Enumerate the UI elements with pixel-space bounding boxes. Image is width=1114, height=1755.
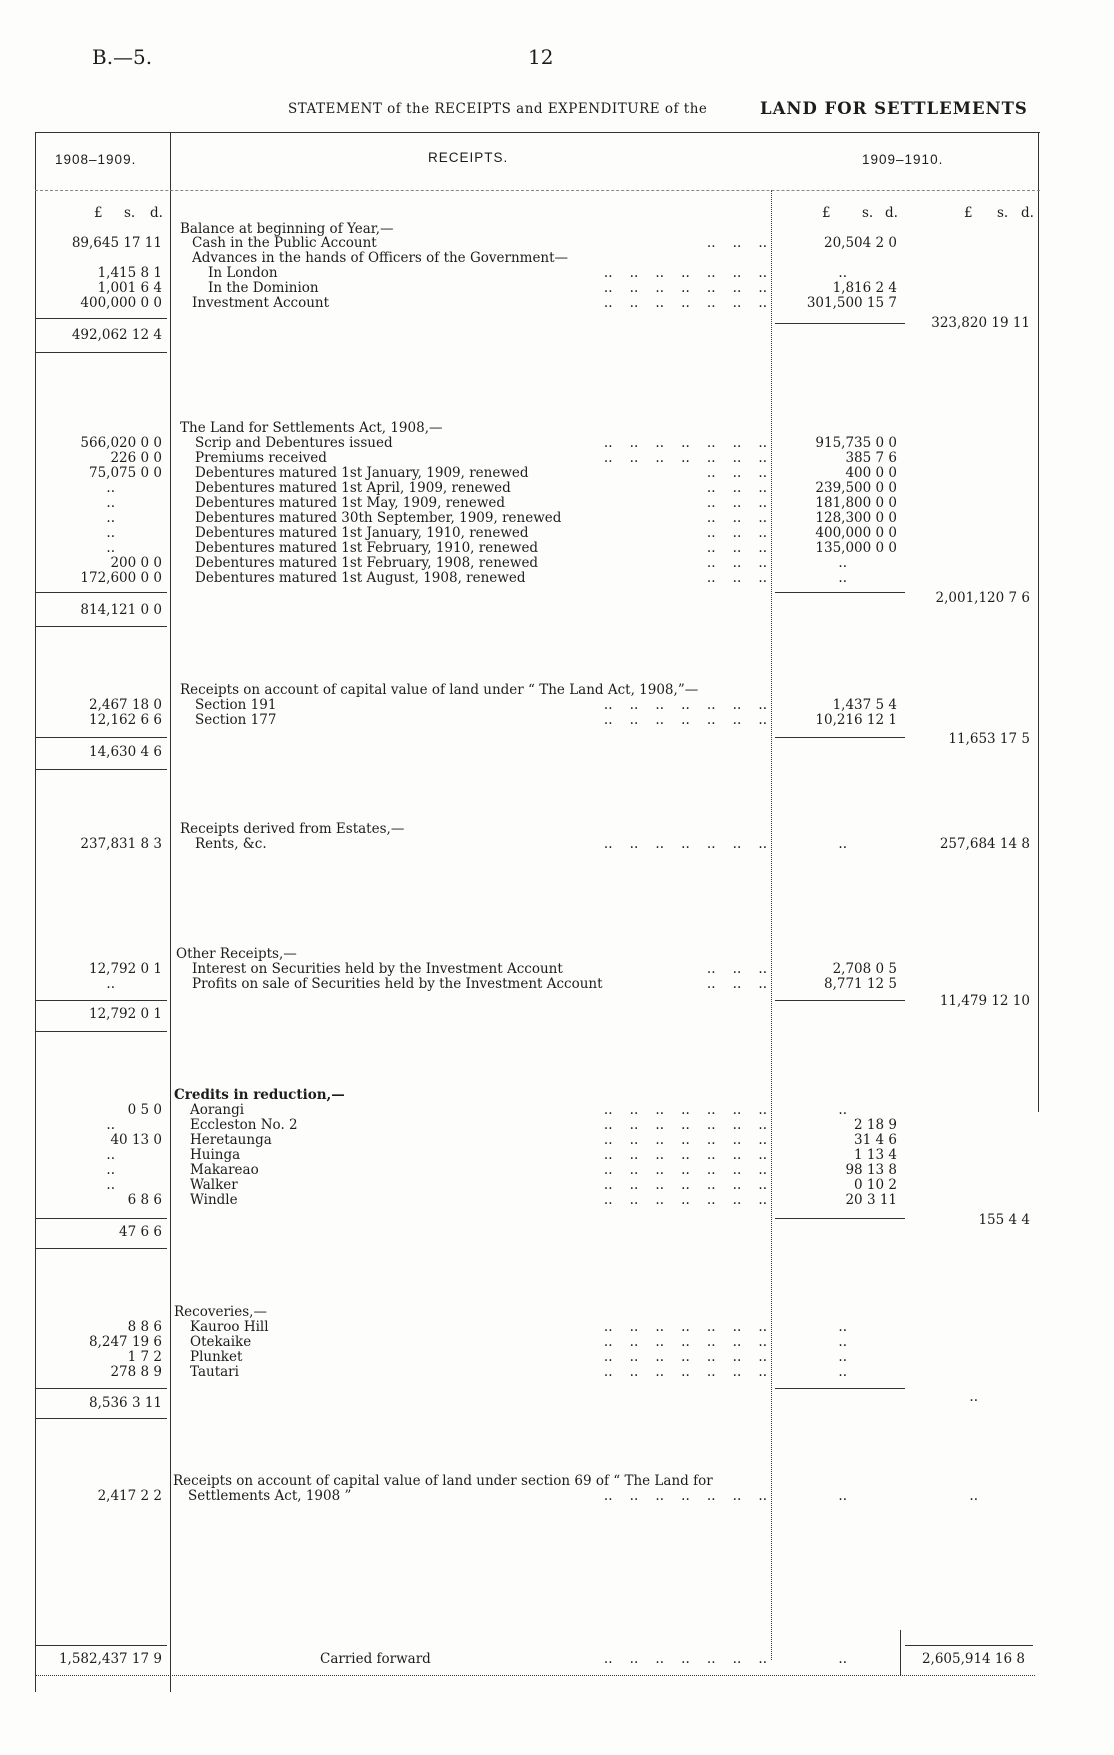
credits-prev: ..: [106, 1162, 115, 1178]
balance-cur: 301,500 15 7: [806, 295, 897, 311]
land-act-prev: 566,020 0 0: [80, 435, 162, 451]
left-shilling-sign: s.: [124, 205, 136, 221]
subtotal-rule: [35, 626, 167, 627]
left-column-divider: [170, 132, 171, 1692]
leader-dots: .. .. .. .. .. .. ..: [603, 295, 767, 311]
recoveries-total: ..: [969, 1389, 978, 1405]
other-prev: 12,792 0 1: [89, 961, 162, 977]
leader-dots: .. .. .. .. .. .. ..: [603, 265, 767, 281]
carried-forward-rule: [35, 1645, 167, 1646]
balance-cur: ..: [838, 265, 847, 281]
subtotal-rule: [35, 769, 167, 770]
other-label: Profits on sale of Securities held by the Investment Account: [192, 976, 603, 992]
balance-prev: 1,001 6 4: [97, 280, 162, 296]
other-cur: 8,771 12 5: [824, 976, 897, 992]
recoveries-label: Kauroo Hill: [190, 1319, 269, 1335]
section69-total: ..: [969, 1488, 978, 1504]
credits-cur: 1 13 4: [854, 1147, 897, 1163]
capital-heading: Receipts on account of capital value of land under “ The Land Act, 1908,”—: [180, 682, 699, 698]
subtotal-rule: [35, 1418, 167, 1419]
leader-dots: .. .. ..: [706, 961, 767, 977]
land-act-label: Debentures matured 1st February, 1910, renewed: [195, 540, 539, 556]
subtotal-rule: [775, 1218, 905, 1219]
recoveries-label: Tautari: [190, 1364, 239, 1380]
header-rule: [35, 190, 1040, 191]
credits-prev: ..: [106, 1117, 115, 1133]
mid-pence-sign: d.: [885, 205, 898, 221]
leader-dots: .. .. ..: [706, 495, 767, 511]
estates-total: 257,684 14 8: [939, 836, 1030, 852]
capital-prev: 12,162 6 6: [89, 712, 162, 728]
recoveries-prev: 278 8 9: [110, 1364, 162, 1380]
page-number: 12: [528, 45, 554, 69]
land-act-cur: 385 7 6: [845, 450, 897, 466]
subtotal-rule: [775, 592, 905, 593]
land-act-cur: 400,000 0 0: [815, 525, 897, 541]
statement-title: STATEMENT of the RECEIPTS and EXPENDITURE of the: [288, 101, 708, 117]
section69-cur: ..: [838, 1488, 847, 1504]
leader-dots: .. .. .. .. .. .. ..: [603, 1132, 767, 1148]
credits-cur: 20 3 11: [845, 1192, 897, 1208]
subtotal-rule: [35, 1388, 167, 1389]
other-prev-total: 12,792 0 1: [89, 1006, 162, 1022]
land-act-label: Debentures matured 1st April, 1909, renewed: [195, 480, 511, 496]
left-border: [35, 132, 36, 1692]
leader-dots: .. .. .. .. .. .. ..: [603, 1147, 767, 1163]
balance-label: In London: [208, 265, 278, 281]
leader-dots: .. .. .. .. .. .. ..: [603, 697, 767, 713]
balance-heading: Balance at beginning of Year,—: [180, 221, 394, 237]
balance-prev: 1,415 8 1: [97, 265, 162, 281]
subtotal-rule: [775, 1000, 905, 1001]
balance-label: In the Dominion: [208, 280, 319, 296]
subtotal-rule: [35, 592, 167, 593]
section69-prev: 2,417 2 2: [97, 1488, 162, 1504]
land-act-cur: 128,300 0 0: [815, 510, 897, 526]
credits-prev: ..: [106, 1147, 115, 1163]
balance-label: Advances in the hands of Officers of the Government—: [192, 250, 569, 266]
leader-dots: .. .. ..: [706, 525, 767, 541]
estates-heading: Receipts derived from Estates,—: [180, 821, 405, 837]
carried-forward-prev: 1,582,437 17 9: [58, 1651, 162, 1667]
land-act-cur: 181,800 0 0: [815, 495, 897, 511]
carried-forward-label: Carried forward: [320, 1651, 431, 1667]
land-act-heading: The Land for Settlements Act, 1908,—: [180, 420, 443, 436]
balance-cur: 1,816 2 4: [832, 280, 897, 296]
mid-shilling-sign: s.: [862, 205, 874, 221]
leader-dots: .. .. .. .. .. .. ..: [603, 712, 767, 728]
credits-cur: 31 4 6: [854, 1132, 897, 1148]
carried-forward-cur: ..: [838, 1651, 847, 1667]
balance-prev: 400,000 0 0: [80, 295, 162, 311]
recoveries-label: Otekaike: [190, 1334, 252, 1350]
capital-cur: 1,437 5 4: [832, 697, 897, 713]
leader-dots: .. .. .. .. .. .. ..: [603, 1334, 767, 1350]
right-border: [1038, 132, 1039, 1112]
carried-forward-total: 2,605,914 16 8: [921, 1651, 1025, 1667]
middle-column-divider: [771, 190, 772, 1660]
credits-prev: 0 5 0: [127, 1102, 162, 1118]
balance-total: 323,820 19 11: [931, 315, 1030, 331]
bottom-rule: [35, 1675, 1035, 1676]
credits-label: Walker: [190, 1177, 238, 1193]
land-act-prev: 200 0 0: [110, 555, 162, 571]
land-act-cur: 400 0 0: [845, 465, 897, 481]
land-act-prev: 172,600 0 0: [80, 570, 162, 586]
land-act-cur: 135,000 0 0: [815, 540, 897, 556]
leader-dots: .. .. .. .. .. .. ..: [603, 1117, 767, 1133]
mid-pound-sign: £: [822, 205, 831, 221]
carried-forward-rule: [905, 1645, 1033, 1646]
land-act-prev: 75,075 0 0: [89, 465, 162, 481]
leader-dots: .. .. .. .. .. .. ..: [603, 1488, 767, 1504]
balance-label: Investment Account: [192, 295, 330, 311]
capital-total: 11,653 17 5: [948, 731, 1030, 747]
credits-label: Windle: [190, 1192, 238, 1208]
estates-cur: ..: [838, 836, 847, 852]
subtotal-rule: [775, 323, 905, 324]
leader-dots: .. .. .. .. .. .. ..: [603, 280, 767, 296]
document-code: B.—5.: [92, 45, 153, 69]
credits-cur: 0 10 2: [854, 1177, 897, 1193]
other-heading: Other Receipts,—: [176, 946, 297, 962]
right-year-header: 1909–1910.: [862, 152, 944, 167]
subtotal-rule: [35, 1248, 167, 1249]
leader-dots: .. .. .. .. .. .. ..: [603, 1162, 767, 1178]
recoveries-cur: ..: [838, 1334, 847, 1350]
credits-prev-total: 47 6 6: [119, 1224, 162, 1240]
subtotal-rule: [775, 1388, 905, 1389]
recoveries-label: Plunket: [190, 1349, 243, 1365]
land-act-prev: ..: [106, 510, 115, 526]
credits-label: Makareao: [190, 1162, 259, 1178]
land-act-label: Debentures matured 1st August, 1908, renewed: [195, 570, 526, 586]
left-year-header: 1908–1909.: [55, 152, 137, 167]
leader-dots: .. .. .. .. .. .. ..: [603, 450, 767, 466]
other-total: 11,479 12 10: [939, 993, 1030, 1009]
subtotal-rule: [35, 318, 167, 319]
leader-dots: .. .. ..: [706, 570, 767, 586]
leader-dots: .. .. ..: [706, 510, 767, 526]
section69-heading: Receipts on account of capital value of land under section 69 of “ The Land for: [173, 1473, 713, 1489]
capital-cur: 10,216 12 1: [815, 712, 897, 728]
land-act-label: Debentures matured 1st January, 1910, renewed: [195, 525, 529, 541]
credits-cur: 98 13 8: [845, 1162, 897, 1178]
land-act-label: Debentures matured 30th September, 1909, renewed: [195, 510, 562, 526]
land-act-label: Debentures matured 1st May, 1909, renewed: [195, 495, 506, 511]
estates-label: Rents, &c.: [195, 836, 267, 852]
land-act-label: Scrip and Debentures issued: [195, 435, 393, 451]
land-act-label: Debentures matured 1st February, 1908, renewed: [195, 555, 539, 571]
left-pound-sign: £: [94, 205, 103, 221]
subtotal-rule: [35, 1000, 167, 1001]
land-act-prev: ..: [106, 525, 115, 541]
right-shilling-sign: s.: [997, 205, 1009, 221]
leader-dots: .. .. ..: [706, 976, 767, 992]
land-act-label: Premiums received: [195, 450, 327, 466]
top-rule: [35, 132, 1040, 133]
leader-dots: .. .. ..: [706, 235, 767, 251]
credits-cur: 2 18 9: [854, 1117, 897, 1133]
leader-dots: .. .. .. .. .. .. ..: [603, 1651, 767, 1667]
total-column-divider: [900, 1630, 901, 1675]
capital-label: Section 191: [195, 697, 277, 713]
subtotal-rule: [35, 1218, 167, 1219]
estates-prev: 237,831 8 3: [80, 836, 162, 852]
left-pence-sign: d.: [150, 205, 163, 221]
credits-label: Heretaunga: [190, 1132, 272, 1148]
credits-label: Eccleston No. 2: [190, 1117, 298, 1133]
leader-dots: .. .. .. .. .. .. ..: [603, 1192, 767, 1208]
leader-dots: .. .. .. .. .. .. ..: [603, 1102, 767, 1118]
land-act-prev-total: 814,121 0 0: [80, 602, 162, 618]
balance-cur: 20,504 2 0: [824, 235, 897, 251]
leader-dots: .. .. .. .. .. .. ..: [603, 435, 767, 451]
balance-label: Cash in the Public Account: [192, 235, 377, 251]
recoveries-prev: 8,247 19 6: [89, 1334, 162, 1350]
credits-total: 155 4 4: [978, 1212, 1030, 1228]
credits-cur: ..: [838, 1102, 847, 1118]
land-act-total: 2,001,120 7 6: [935, 590, 1030, 606]
credits-prev: 6 8 6: [127, 1192, 162, 1208]
leader-dots: .. .. ..: [706, 555, 767, 571]
leader-dots: .. .. .. .. .. .. ..: [603, 1349, 767, 1365]
land-act-prev: ..: [106, 495, 115, 511]
leader-dots: .. .. .. .. .. .. ..: [603, 1177, 767, 1193]
subtotal-rule: [35, 1031, 167, 1032]
capital-prev-total: 14,630 4 6: [89, 744, 162, 760]
capital-label: Section 177: [195, 712, 277, 728]
credits-heading: Credits in reduction,—: [174, 1087, 345, 1103]
credits-label: Aorangi: [190, 1102, 245, 1118]
subtotal-rule: [35, 352, 167, 353]
recoveries-cur: ..: [838, 1364, 847, 1380]
capital-prev: 2,467 18 0: [89, 697, 162, 713]
land-act-cur: 239,500 0 0: [815, 480, 897, 496]
right-pence-sign: d.: [1021, 205, 1034, 221]
leader-dots: .. .. ..: [706, 465, 767, 481]
land-act-cur: 915,735 0 0: [815, 435, 897, 451]
section69-line2: Settlements Act, 1908 ”: [188, 1488, 352, 1504]
credits-label: Huinga: [190, 1147, 241, 1163]
recoveries-cur: ..: [838, 1319, 847, 1335]
recoveries-prev: 1 7 2: [127, 1349, 162, 1365]
land-act-prev: 226 0 0: [110, 450, 162, 466]
leader-dots: .. .. .. .. .. .. ..: [603, 1319, 767, 1335]
subtotal-rule: [775, 737, 905, 738]
land-act-prev: ..: [106, 480, 115, 496]
leader-dots: .. .. .. .. .. .. ..: [603, 1364, 767, 1380]
other-label: Interest on Securities held by the Investment Account: [192, 961, 563, 977]
right-pound-sign: £: [964, 205, 973, 221]
land-act-label: Debentures matured 1st January, 1909, renewed: [195, 465, 529, 481]
leader-dots: .. .. ..: [706, 480, 767, 496]
recoveries-heading: Recoveries,—: [174, 1304, 267, 1320]
other-cur: 2,708 0 5: [832, 961, 897, 977]
land-act-cur: ..: [838, 570, 847, 586]
balance-prev-total: 492,062 12 4: [71, 327, 162, 343]
recoveries-prev-total: 8,536 3 11: [89, 1395, 162, 1411]
land-act-cur: ..: [838, 555, 847, 571]
leader-dots: .. .. ..: [706, 540, 767, 556]
credits-prev: 40 13 0: [110, 1132, 162, 1148]
subtotal-rule: [35, 737, 167, 738]
statement-title-bold: LAND FOR SETTLEMENTS: [760, 99, 1028, 118]
leader-dots: .. .. .. .. .. .. ..: [603, 836, 767, 852]
recoveries-prev: 8 8 6: [127, 1319, 162, 1335]
land-act-prev: ..: [106, 540, 115, 556]
balance-prev: 89,645 17 11: [71, 235, 162, 251]
receipts-header: RECEIPTS.: [428, 150, 509, 165]
credits-prev: ..: [106, 1177, 115, 1193]
other-prev: ..: [106, 976, 115, 992]
recoveries-cur: ..: [838, 1349, 847, 1365]
